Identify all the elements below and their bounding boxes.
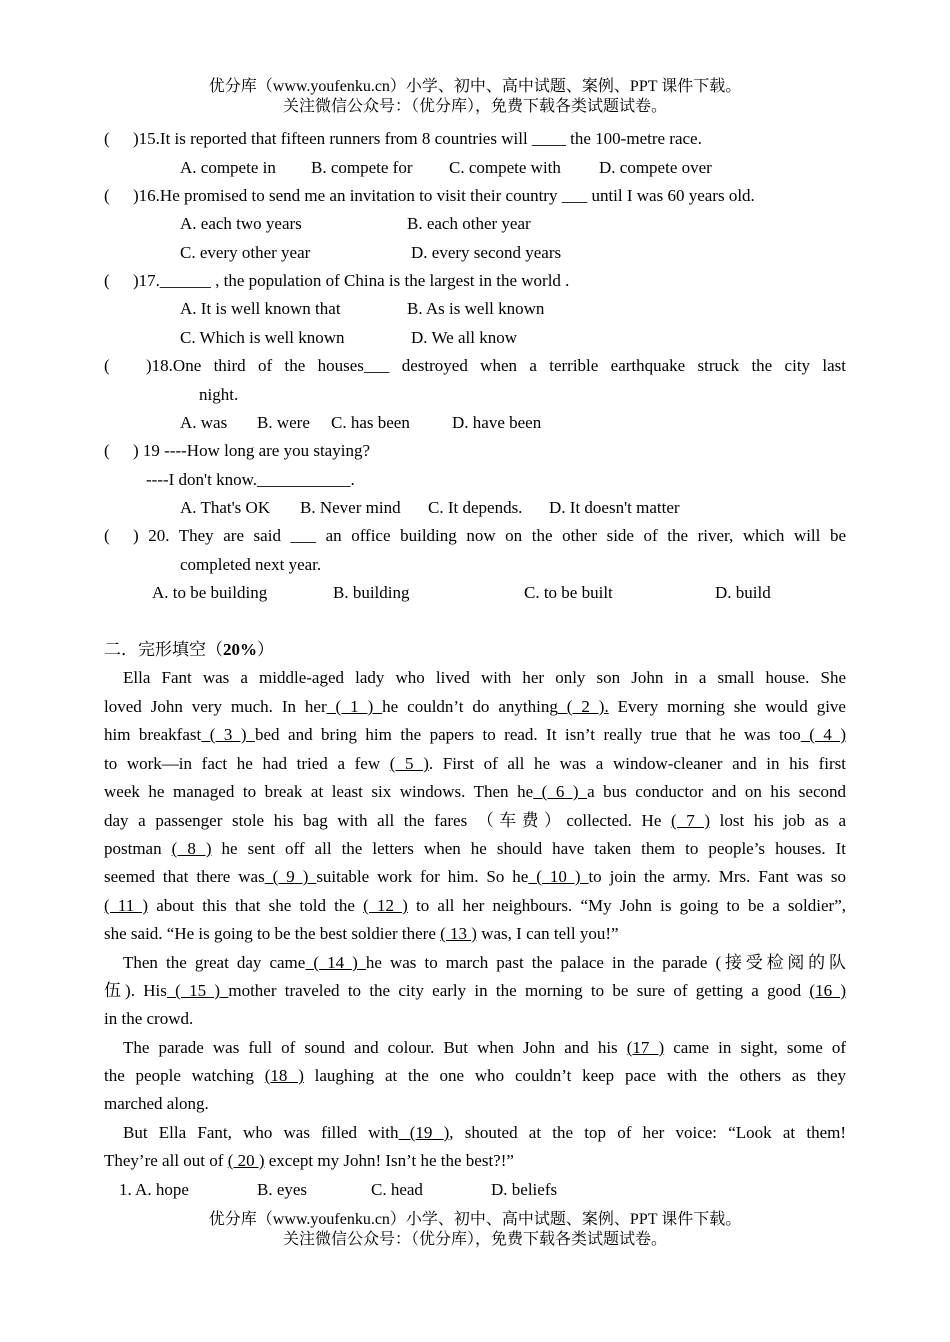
q16-option-c: C. every other year — [180, 243, 311, 262]
q18-option-d: D. have been — [452, 413, 542, 432]
q17-stem: )17.______ , the population of China is the largest in the world . — [133, 271, 570, 290]
q17-option-a: A. It is well known that — [180, 299, 341, 318]
q18-stem-line2: night. — [199, 385, 239, 404]
footer-line-2: 关注微信公众号：（优分库），免费下载各类试题试卷。 — [282, 1231, 667, 1248]
q20-option-c: C. to be built — [524, 583, 613, 602]
option-1-a: 1. A. hope — [119, 1180, 189, 1199]
option-1-d: D. beliefs — [491, 1180, 558, 1199]
q18-option-b: B. were — [257, 413, 310, 432]
passage-line-5: week he managed to break at least six windows. Then he ( 6 ) a bus conductor and on his second — [104, 782, 846, 801]
q15-option-b: B. compete for — [311, 158, 413, 177]
q17-option-c: C. Which is well known — [180, 328, 345, 347]
q19-option-d: D. It doesn't matter — [549, 498, 680, 517]
q16-option-b: B. each other year — [407, 214, 531, 233]
passage-line-16: marched along. — [104, 1094, 209, 1113]
q17-option-d: D. We all know — [411, 328, 517, 347]
header-line-2: 关注微信公众号：（优分库），免费下载各类试题试卷。 — [282, 98, 667, 115]
q17-option-b: B. As is well known — [407, 299, 545, 318]
passage-line-2: loved John very much. In her ( 1 ) he couldn’t do anything ( 2 ). Every morning she would give — [104, 697, 846, 716]
q17-paren: ( — [104, 271, 110, 290]
q19-option-b: B. Never mind — [300, 498, 401, 517]
passage-line-1: Ella Fant was a middle-aged lady who lived with her only son John in a small house. She — [123, 668, 846, 687]
q19-option-a: A. That's OK — [180, 498, 271, 517]
option-1-b: B. eyes — [257, 1180, 308, 1199]
q19-paren: ( — [104, 441, 110, 460]
q18-stem: )18.One third of the houses___ destroyed when a terrible earthquake struck the city last — [146, 356, 846, 375]
passage-line-7: postman ( 8 ) he sent off all the letters when he should have taken them to people’s houses. It — [104, 839, 847, 858]
q18-option-a: A. was — [180, 413, 228, 432]
passage-line-15: the people watching (18 ) laughing at the one who couldn’t keep pace with the others as they — [104, 1066, 846, 1085]
q19-stem: ) 19 ----How long are you staying? — [133, 441, 370, 460]
passage-line-4: to work—in fact he had tried a few ( 5 ). First of all he was a window-cleaner and in his first — [104, 754, 846, 773]
q15-stem: )15.It is reported that fifteen runners from 8 countries will ____ the 100-metre race. — [133, 129, 702, 148]
q20-option-b: B. building — [333, 583, 410, 602]
passage-line-13: in the crowd. — [104, 1009, 194, 1028]
passage-line-8: seemed that there was ( 9 ) suitable work for him. So he ( 10 ) to join the army. Mrs. Fant was so — [104, 867, 846, 886]
footer-line-1: 优分库（www.youfenku.cn）小学、初中、高中试题、案例、PPT 课件下载。 — [208, 1211, 742, 1228]
header-line-1: 优分库（www.youfenku.cn）小学、初中、高中试题、案例、PPT 课件下载。 — [208, 78, 742, 95]
q20-stem-line2: completed next year. — [180, 555, 322, 574]
q19-reply: ----I don't know.___________. — [146, 470, 355, 489]
q16-stem: )16.He promised to send me an invitation to visit their country ___ until I was 60 years old. — [133, 186, 755, 205]
q15-paren: ( — [104, 129, 110, 148]
q16-option-d: D. every second years — [411, 243, 562, 262]
q19-option-c: C. It depends. — [428, 498, 523, 517]
option-1-c: C. head — [371, 1180, 423, 1199]
q15-option-c: C. compete with — [449, 158, 561, 177]
q20-option-d: D. build — [715, 583, 771, 602]
q18-option-c: C. has been — [331, 413, 410, 432]
q16-paren: ( — [104, 186, 110, 205]
passage-line-10: she said. “He is going to be the best soldier there ( 13 ) was, I can tell you!” — [104, 924, 619, 943]
q15-option-a: A. compete in — [180, 158, 276, 177]
q15-option-d: D. compete over — [599, 158, 712, 177]
passage-line-17: But Ella Fant, who was filled with (19 ), shouted at the top of her voice: “Look at them! — [123, 1123, 847, 1142]
q16-option-a: A. each two years — [180, 214, 302, 233]
q20-paren: ( — [104, 526, 110, 545]
passage-line-18: They’re all out of ( 20 ) except my John! Isn’t he the best?!” — [104, 1151, 514, 1170]
section-2-title: 二．完形填空（20%） — [104, 640, 274, 659]
passage-line-11: Then the great day came ( 14 ) he was to march past the palace in the parade (接受检阅的队 — [123, 953, 846, 972]
q18-paren: ( — [104, 356, 110, 375]
passage-line-6: day a passenger stole his bag with all the fares （车费）collected. He ( 7 ) lost his job as a — [104, 811, 846, 830]
passage-line-14: The parade was full of sound and colour. But when John and his (17 ) came in sight, some of — [123, 1038, 846, 1057]
passage-line-9: ( 11 ) about this that she told the ( 12 ) to all her neighbours. “My John is going to be a soldier”, — [104, 896, 846, 915]
q20-stem: ) 20. They are said ___ an office building now on the other side of the river, which will be — [133, 526, 846, 545]
passage-line-3: him breakfast ( 3 ) bed and bring him the papers to read. It isn’t really true that he was too ( 4 ) — [104, 725, 846, 744]
q20-option-a: A. to be building — [152, 583, 268, 602]
passage-line-12: 伍). His ( 15 ) mother traveled to the city early in the morning to be sure of getting a good (16 ) — [104, 981, 847, 1000]
